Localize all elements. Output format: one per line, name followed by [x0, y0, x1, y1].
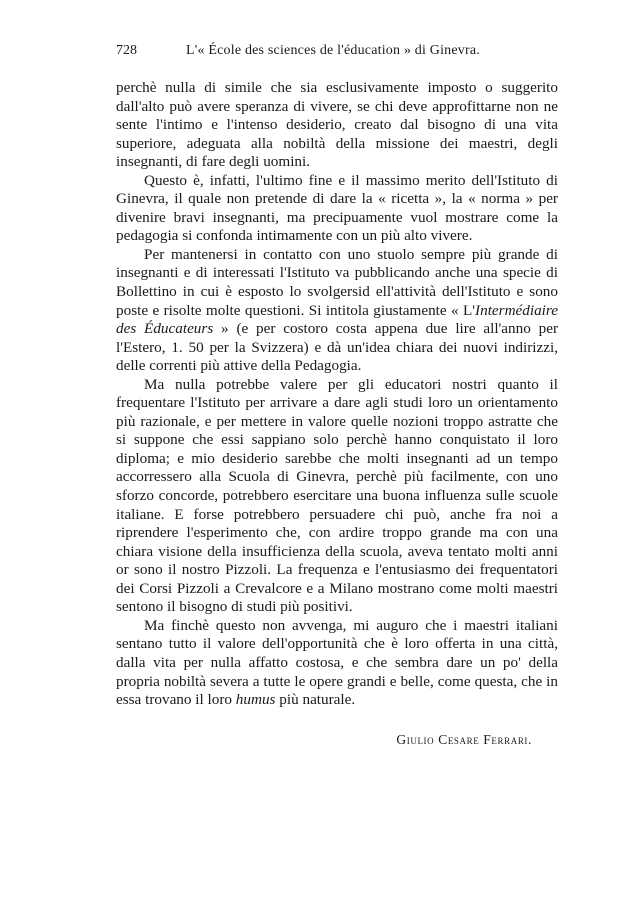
bulletin-title: Intermédiaire des Éducateurs	[116, 301, 558, 338]
paragraph-3	[116, 246, 558, 376]
paragraph-5	[116, 617, 558, 710]
body-text	[116, 79, 558, 710]
page-number: 728	[116, 43, 137, 58]
paragraph-4: Ma nulla potrebbe valere per gli educatori nostri quanto il frequentare l'Istituto per arrivare a dare agli studi loro un orientamento più razionale, e per mettere in valore quelle nozioni troppo astratte che si suppone che essi sappiano solo perchè hanno conquistato il loro diploma; e mio desiderio sarebbe che molti insegnanti ad un tempo accorressero alla Scuola di Ginevra, perchè più facilmente, con uno sforzo concorde, potrebbero esercitare una buona influenza sulle scuole italiane. E forse potrebbero persuadere chi può, anche fra noi a riprendere l'esperimento che, con ardire troppo grande ma con una chiara visione della insufficienza della scuola, aveva tentato molti anni or sono il nostro Pizzoli. La frequenza e l'entusiasmo dei frequentatori dei Corsi Pizzoli a Crevalcore e a Milano mostrano come molti maestri sentono il bisogno di studi più positivi.	[116, 375, 558, 616]
paragraph-2: Questo è, infatti, l'ultimo fine e il massimo merito dell'Istituto di Ginevra, il quale non pretende di dare la « ricetta », la « norma » per divenire bravi insegnanti, ma precipuamente vuol mostrare come la pedagogia si confonda intimamente con un più alto vivere.	[116, 171, 558, 245]
humus-word: humus	[235, 691, 276, 709]
paragraph-1: perchè nulla di simile che sia esclusivamente imposto o suggerito dall'alto può avere speranza di vivere, se chi deve approfittarne non ne sente l'intimo e l'intenso desiderio, creato dal bisogno di una vita superiore, adeguata alla nobiltà della missione dei maestri, degli insegnanti, di fare degli uomini.	[116, 79, 558, 171]
paragraph-3-text-after: » (e per costoro costa appena due lire all'anno per l'Estero, 1. 50 per la Svizzera) e dà un'idea chiara dei nuovi indirizzi, delle correnti più attive della Pedagogia.	[116, 320, 559, 375]
paragraph-5-text-after: più naturale.	[275, 691, 356, 709]
author-signature: Giulio Cesare Ferrari.	[396, 732, 532, 747]
running-title: L'« École des sciences de l'éducation » di Ginevra.	[186, 43, 480, 58]
paragraph-3-text-before: Per mantenersi in contatto con uno stuolo sempre più grande di insegnanti e di interessati l'Istituto va pubblicando anche una specie di Bollettino in cui è esposto lo svolgersid ell'attività dell'Istituto e sono poste e risolte molte questioni. Si intitola giustamente « L'	[116, 245, 558, 319]
paragraph-5-text-before: Ma finchè questo non avvenga, mi auguro che i maestri italiani sentano tutto il valore dell'opportunità che è loro offerta in una città, dalla vita per nulla affatto costosa, e che sembra dare un po' della propria nobiltà severa a tutte le opere grandi e belle, come questa, che in essa trovano il loro	[116, 616, 558, 709]
running-head	[116, 40, 556, 62]
